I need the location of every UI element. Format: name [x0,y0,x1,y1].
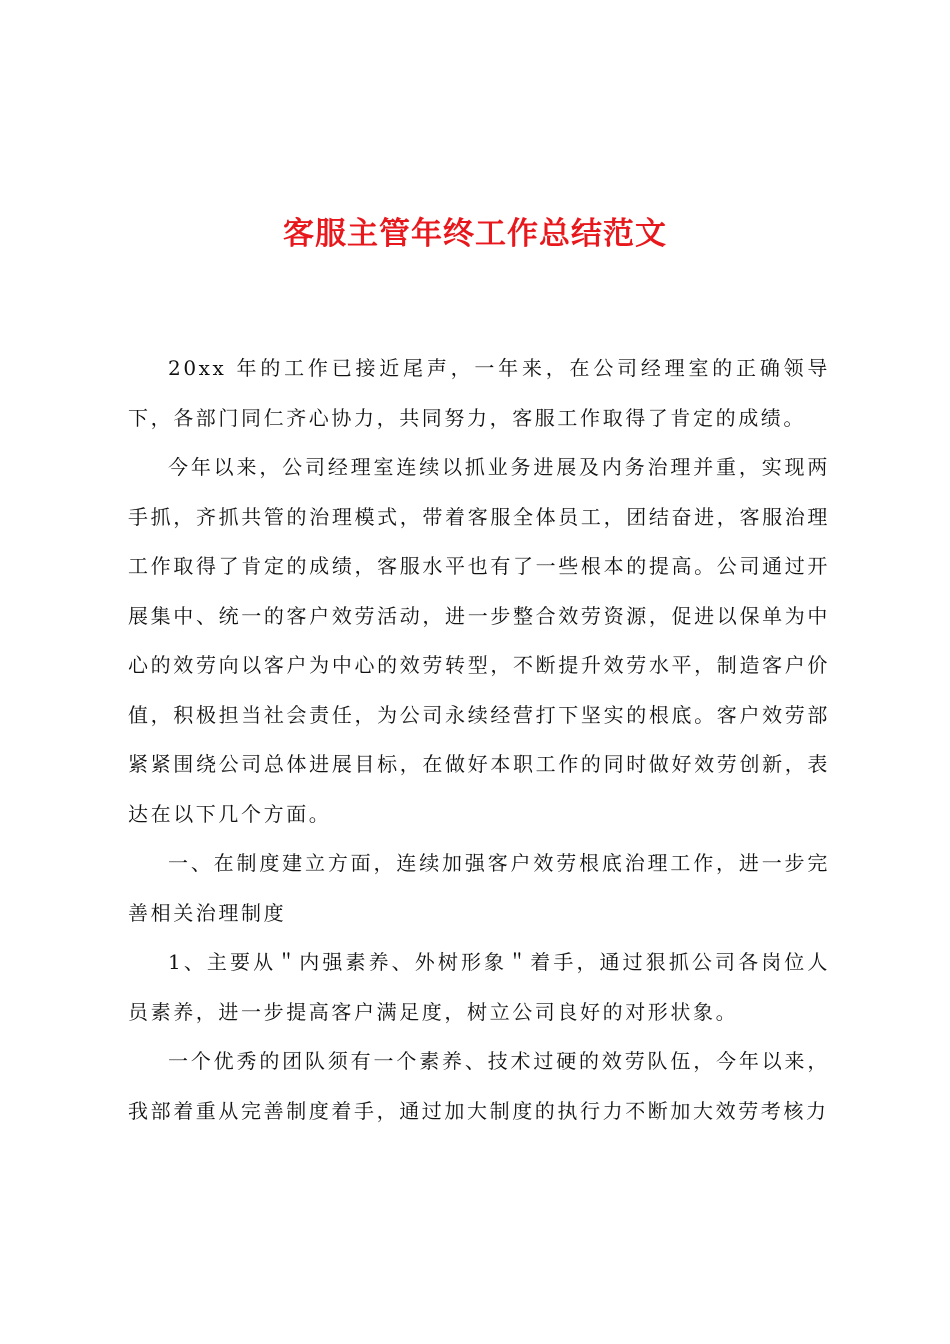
paragraph-overview: 今年以来，公司经理室连续以抓业务进展及内务治理并重，实现两手抓，齐抓共管的治理模式，带着客服全体员工，团结奋进，客服治理工作取得了肯定的成绩，客服水平也有了一些根本的提高。公司通过开展集中、统一的客户效劳活动，进一步整合效劳资源，促进以保单为中心的效劳向以客户为中心的效劳转型，不断提升效劳水平，制造客户价值，积极担当社会责任，为公司永续经营打下坚实的根底。客户效劳部紧紧围绕公司总体进展目标，在做好本职工作的同时做好效劳创新，表达在以下几个方面。 [128,455,830,826]
paragraph-team: 一个优秀的团队须有一个素养、技术过硬的效劳队伍，今年以来，我部着重从完善制度着手，通过加大制度的执行力不断加大效劳考核力 [128,1049,830,1123]
document-body [128,344,830,1136]
paragraph-section-one-heading: 一、在制度建立方面，连续加强客户效劳根底治理工作，进一步完善相关治理制度 [128,851,830,925]
document-title: 客服主管年终工作总结范文 [283,216,667,252]
paragraph-item-one: 1、主要从＂内强素养、外树形象＂着手，通过狠抓公司各岗位人员素养，进一步提高客户满足度，树立公司良好的对形状象。 [128,950,830,1024]
paragraph-intro: 20xx 年的工作已接近尾声，一年来，在公司经理室的正确领导下，各部门同仁齐心协力，共同努力，客服工作取得了肯定的成绩。 [128,356,830,430]
